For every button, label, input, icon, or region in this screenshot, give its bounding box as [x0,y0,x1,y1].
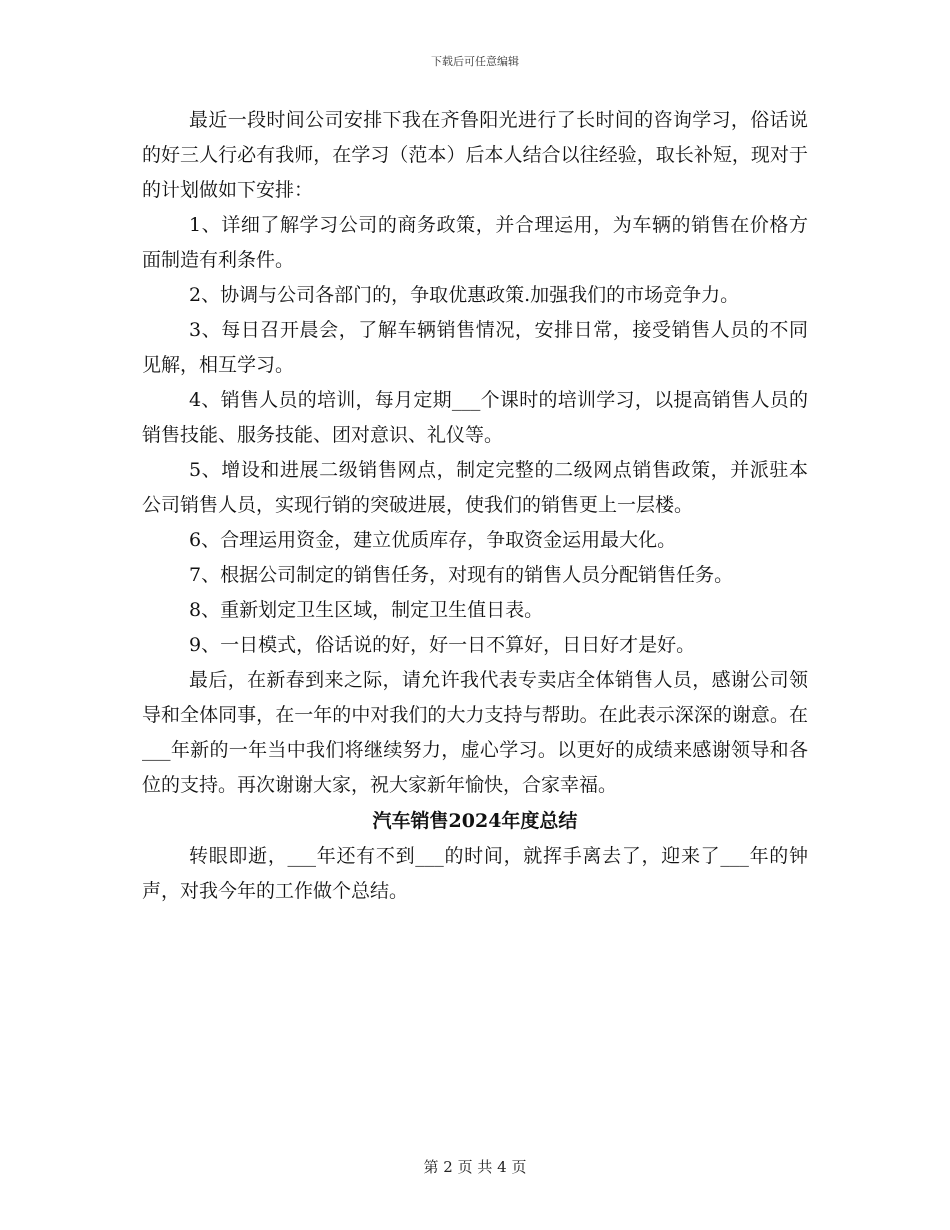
section-paragraph: 转眼即逝，___年还有不到___的时间，就挥手离去了，迎来了___年的钟声，对我今年的工作做个总结。 [142,845,808,902]
paragraph-item-6: 6、合理运用资金，建立优质库存，争取资金运用最大化。 [189,529,677,551]
page-footer: 第 2 页 共 4 页 [423,1158,527,1176]
paragraph-intro: 最近一段时间公司安排下我在齐鲁阳光进行了长时间的咨询学习，俗话说的好三人行必有我师，在学习（范本）后本人结合以往经验，取长补短，现对于的计划做如下安排： [142,109,808,201]
paragraph-item-3: 3、每日召开晨会，了解车辆销售情况，安排日常，接受销售人员的不同见解，相互学习。 [142,319,808,376]
paragraph-item-1: 1、详细了解学习公司的商务政策，并合理运用，为车辆的销售在价格方面制造有利条件。 [142,214,808,271]
paragraph-item-4: 4、销售人员的培训，每月定期___个课时的培训学习，以提高销售人员的销售技能、服务技能、团对意识、礼仪等。 [142,389,808,446]
paragraph-item-2: 2、协调与公司各部门的，争取优惠政策.加强我们的市场竞争力。 [189,284,740,306]
paragraph-item-5: 5、增设和进展二级销售网点，制定完整的二级网点销售政策，并派驻本公司销售人员，实现行销的突破进展，使我们的销售更上一层楼。 [142,459,808,516]
document-body [142,103,808,909]
paragraph-closing: 最后，在新春到来之际，请允许我代表专卖店全体销售人员，感谢公司领导和全体同事，在一年的中对我们的大力支持与帮助。在此表示深深的谢意。在___年新的一年当中我们将继续努力，虚心学习。以更好的成绩来感谢领导和各位的支持。再次谢谢大家，祝大家新年愉快，合家幸福。 [142,669,808,796]
paragraph-item-8: 8、重新划定卫生区域，制定卫生值日表。 [189,599,544,621]
paragraph-item-9: 9、一日模式，俗话说的好，好一日不算好，日日好才是好。 [189,634,696,656]
page-header: 下载后可任意编辑 [431,55,519,68]
section-title: 汽车销售2024年度总结 [372,810,578,832]
paragraph-item-7: 7、根据公司制定的销售任务，对现有的销售人员分配销售任务。 [189,564,734,586]
